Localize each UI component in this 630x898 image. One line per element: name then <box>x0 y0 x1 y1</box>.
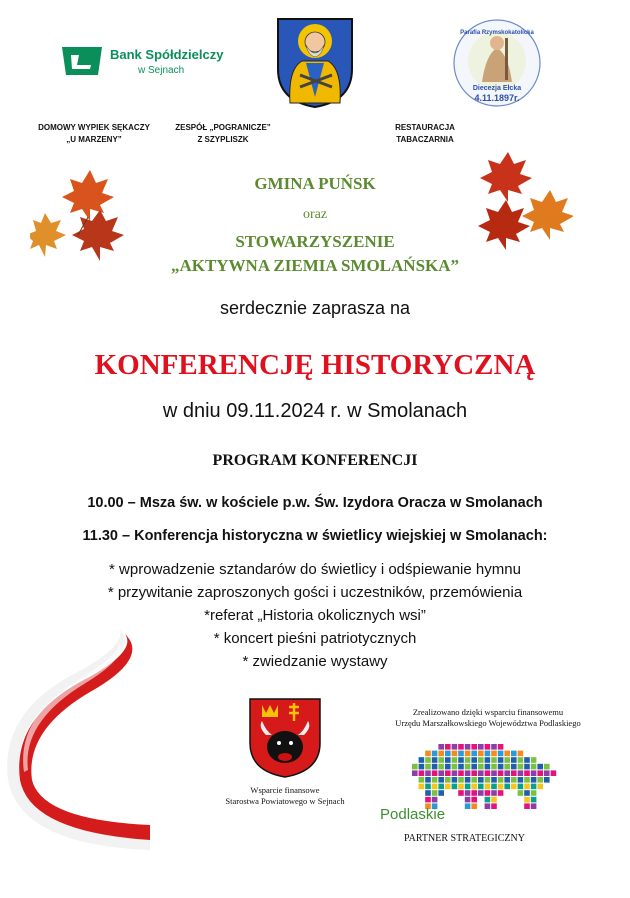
program-item: * koncert pieśni patriotycznych <box>213 630 417 647</box>
partner-caption: PARTNER STRATEGICZNY <box>404 833 525 844</box>
sponsor-restaurant-line2: TABACZARNIA <box>396 135 454 144</box>
bank-logo-icon <box>58 45 104 79</box>
podlaskie-wordmark: Podlaskie <box>380 806 446 823</box>
program-item: *referat „Historia okolicznych wsi” <box>204 607 426 624</box>
schedule-item-mass: 10.00 – Msza św. w kościele p.w. Św. Izydora Oracza w Smolanach <box>87 495 543 511</box>
sponsor-bakery-line1: DOMOWY WYPIEK SĘKACZY <box>38 123 150 132</box>
saint-peter-crest-icon <box>276 17 354 109</box>
sponsor-band-line2: Z SZYPLISZK <box>197 135 249 144</box>
program-title: PROGRAM KONFERENCJI <box>212 452 418 469</box>
sponsor-restaurant-line1: RESTAURACJA <box>395 123 455 132</box>
organizer-association-line2: „AKTYWNA ZIEMIA SMOLAŃSKA” <box>170 256 460 275</box>
bank-location: w Sejnach <box>138 65 185 76</box>
podlaskie-bison-logo-icon <box>410 730 560 818</box>
parish-seal-icon <box>450 18 544 108</box>
svg-text:4.11.1897r.: 4.11.1897r. <box>474 93 520 103</box>
organizer-conjunction: oraz <box>302 207 328 222</box>
svg-text:Diecezja Ełcka: Diecezja Ełcka <box>472 85 522 92</box>
county-crest-icon <box>248 697 322 779</box>
organizer-association-line1: STOWARZYSZENIE <box>235 232 395 251</box>
date-line: w dniu 09.11.2024 r. w Smolanach <box>162 400 468 422</box>
bank-logo <box>58 43 228 83</box>
sponsor-bakery <box>28 122 160 146</box>
program-item: * przywitanie zaproszonych gości i uczestników, przemówienia <box>107 584 523 601</box>
support-caption-line1: Wsparcie finansowe <box>250 785 320 795</box>
bank-name: Bank Spółdzielczy <box>110 47 224 62</box>
svg-text:Parafia Rzymskokatolicka: Parafia Rzymskokatolicka <box>460 30 534 36</box>
sponsor-band <box>168 122 278 146</box>
organizer-gmina: GMINA PUŃSK <box>254 174 376 193</box>
polish-flag-ribbon-icon <box>0 620 160 850</box>
program-item: * zwiedzanie wystawy <box>242 653 388 670</box>
invite-text: serdecznie zaprasza na <box>219 298 411 318</box>
support-caption-line2: Starostwa Powiatowego w Sejnach <box>225 796 345 806</box>
conference-title: KONFERENCJĘ HISTORYCZNĄ <box>94 349 536 381</box>
funding-caption-line1: Zrealizowano dzięki wsparciu finansowemu <box>412 707 564 717</box>
schedule-item-conference: 11.30 – Konferencja historyczna w świetlicy wiejskiej w Smolanach: <box>82 528 548 544</box>
program-item: * wprowadzenie sztandarów do świetlicy i odśpiewanie hymnu <box>109 561 521 578</box>
sponsor-bakery-line2: „U MARZENY” <box>66 135 122 144</box>
sponsor-restaurant <box>380 122 470 146</box>
sponsor-band-line1: ZESPÓŁ „POGRANICZE” <box>175 123 271 132</box>
funding-caption-line2: Urzędu Marszałkowskiego Województwa Podlaskiego <box>395 718 581 728</box>
